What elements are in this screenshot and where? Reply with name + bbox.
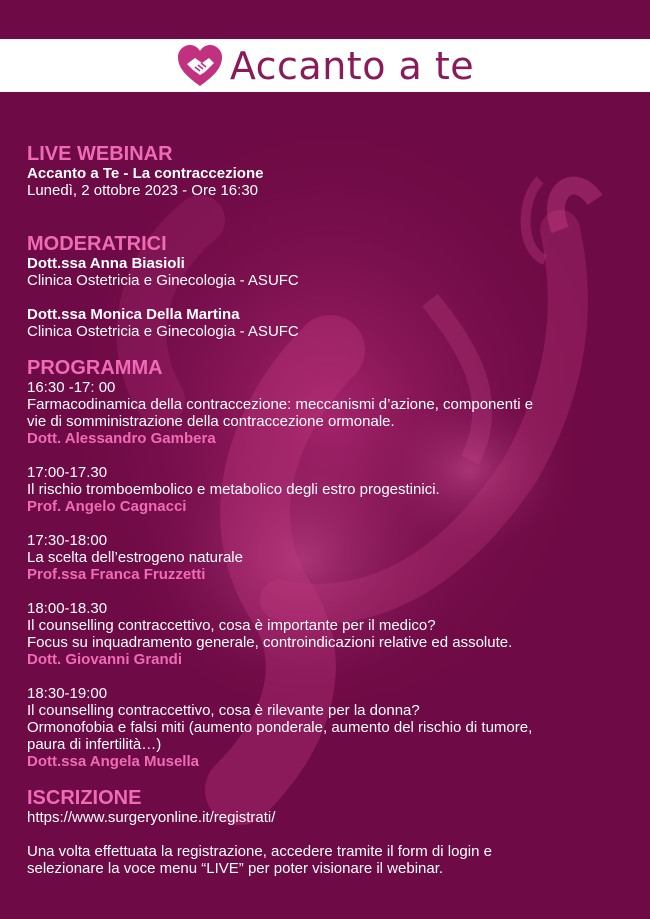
program-topic: Ormonofobia e falsi miti (aumento ponderale, aumento del rischio di tumore, [27, 719, 533, 736]
registration-link[interactable]: https://www.surgeryonline.it/registrati/ [27, 809, 276, 826]
program-time: 17:30-18:00 [27, 532, 108, 549]
registration-instructions: selezionare la voce menu “LIVE” per poter visionare il webinar. [27, 860, 444, 877]
webinar-name: Accanto a Te - La contraccezione [27, 165, 264, 182]
registration-instructions: Una volta effettuata la registrazione, accedere tramite il form di login e [27, 843, 492, 860]
program-speaker: Dott.ssa Angela Musella [27, 753, 199, 770]
program-topic: Focus su inquadramento generale, controindicazioni relative ed assolute. [27, 634, 513, 651]
logo [176, 44, 474, 88]
moderatrice-affiliation: Clinica Ostetricia e Ginecologia - ASUFC [27, 323, 299, 340]
moderatrice-name: Dott.ssa Anna Biasioli [27, 255, 185, 272]
program-time: 16:30 -17: 00 [27, 379, 116, 396]
moderatrici-section [27, 233, 627, 340]
iscrizione-title: ISCRIZIONE [27, 787, 142, 809]
program-item [27, 379, 627, 447]
program-topic: paura di infertilità…) [27, 736, 162, 753]
iscrizione-section [27, 787, 627, 877]
heart-handshake-icon [176, 44, 224, 88]
webinar-title: LIVE WEBINAR [27, 143, 173, 165]
program-topic: La scelta dell’estrogeno naturale [27, 549, 243, 566]
program-topic: vie di somministrazione della contraccezione ormonale. [27, 413, 395, 430]
program-speaker: Prof.ssa Franca Fruzzetti [27, 566, 206, 583]
programma-section [27, 357, 627, 770]
program-speaker: Prof. Angelo Cagnacci [27, 498, 187, 515]
program-topic: Il counselling contraccettivo, cosa è importante per il medico? [27, 617, 436, 634]
webinar-date: Lunedì, 2 ottobre 2023 - Ore 16:30 [27, 182, 258, 199]
program-item [27, 685, 627, 770]
program-time: 18:30-19:00 [27, 685, 108, 702]
program-topic: Il counselling contraccettivo, cosa è rilevante per la donna? [27, 702, 420, 719]
moderatrice-affiliation: Clinica Ostetricia e Ginecologia - ASUFC [27, 272, 299, 289]
moderatrici-title: MODERATRICI [27, 233, 167, 255]
program-speaker: Dott. Giovanni Grandi [27, 651, 183, 668]
header-bar [0, 39, 650, 92]
program-item [27, 464, 627, 515]
logo-text: Accanto a te [229, 43, 475, 88]
program-topic: Il rischio tromboembolico e metabolico degli estro progestinici. [27, 481, 440, 498]
webinar-section [27, 143, 627, 199]
program-time: 18:00-18.30 [27, 600, 108, 617]
program-topic: Farmacodinamica della contraccezione: meccanismi d’azione, componenti e [27, 396, 534, 413]
program-item [27, 532, 627, 583]
main-content [27, 143, 627, 877]
moderatrice-name: Dott.ssa Monica Della Martina [27, 306, 240, 323]
program-time: 17:00-17.30 [27, 464, 108, 481]
program-item [27, 600, 627, 668]
program-speaker: Dott. Alessandro Gambera [27, 430, 216, 447]
programma-title: PROGRAMMA [27, 357, 163, 379]
